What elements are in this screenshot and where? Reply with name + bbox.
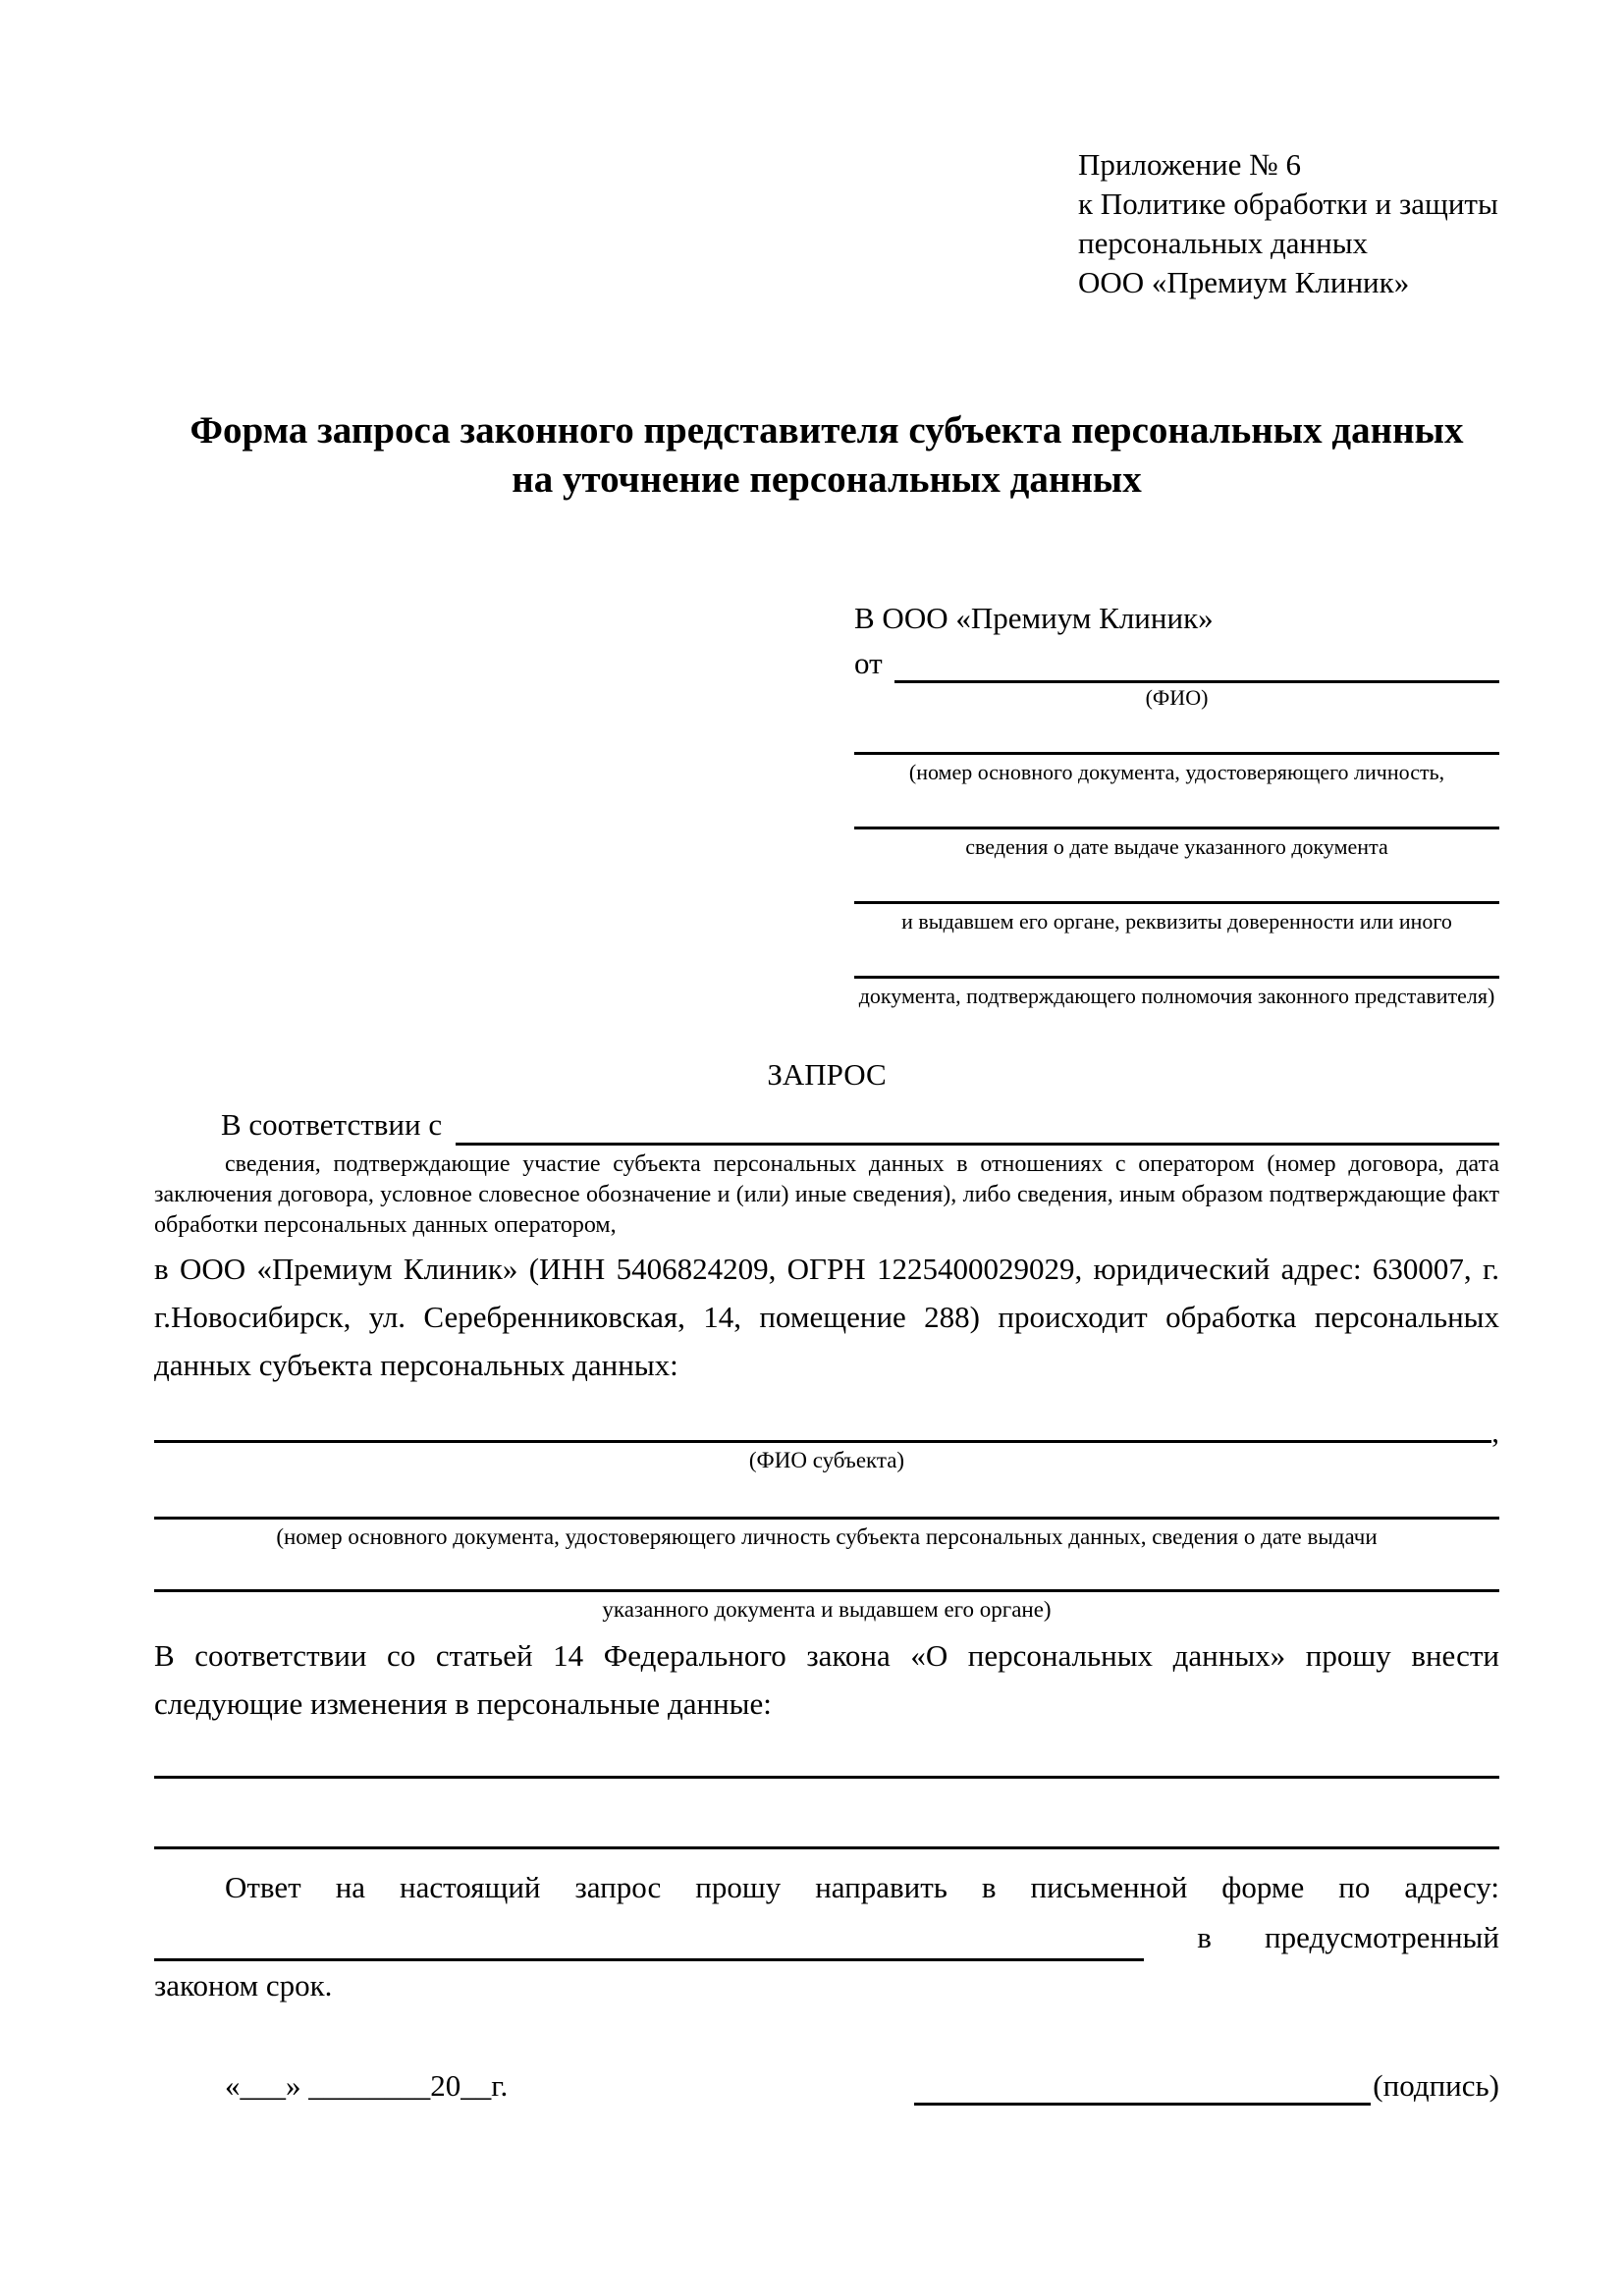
appendix-line-2: к Политике обработки и защиты	[1078, 187, 1498, 221]
answer-address-row	[154, 1913, 1499, 1961]
doc-caption-4: документа, подтверждающего полномочия законного представителя)	[858, 984, 1495, 1008]
trailing-comma: ,	[1491, 1415, 1499, 1449]
fio-caption: (ФИО)	[1145, 685, 1209, 710]
doc-caption-2: сведения о дате выдаче указанного документа	[965, 834, 1388, 859]
appendix-block	[1078, 145, 1499, 302]
answer-tail: законом срок.	[154, 1968, 333, 2002]
doc-fill-line-3	[854, 886, 1499, 904]
form-title-line-2: на уточнение персональных данных	[512, 458, 1142, 501]
changes-fill-line-1	[154, 1761, 1499, 1779]
addressee-from-row	[854, 644, 1499, 683]
appendix-line-4: ООО «Премиум Клиник»	[1078, 265, 1410, 299]
doc-caption-3: и выдавшем его органе, реквизиты доверенности или иного	[901, 909, 1452, 934]
legal-footnote: сведения, подтверждающие участие субъекта персональных данных в отношениях с оператором (номер договора, дата заключения договора, условное словесное обозначение и (или) иные сведения), либо сведения, иным образом подтверждающие факт обработки персональных данных оператором,	[154, 1151, 1499, 1238]
article-paragraph: В соответствии со статьей 14 Федерального закона «О персональных данных» прошу внести следующие изменения в персональные данные:	[154, 1638, 1499, 1721]
doc-fill-line-1	[854, 737, 1499, 755]
accordance-row	[154, 1104, 1499, 1146]
appendix-line-1: Приложение № 6	[1078, 147, 1301, 182]
address-fill-line	[154, 1926, 1144, 1961]
answer-predusmotrenny-word: предусмотренный	[1265, 1920, 1499, 1954]
date-blank: «___» ________20__г.	[225, 2068, 509, 2103]
form-title	[154, 406, 1499, 505]
doc-fill-line-4	[854, 961, 1499, 979]
subject-doc-fill-line-1	[154, 1502, 1499, 1520]
subject-fio-row	[154, 1415, 1499, 1449]
signature-block	[914, 2066, 1499, 2106]
changes-fill-line-2	[154, 1832, 1499, 1849]
doc-line-group	[854, 737, 1499, 786]
signature-line	[914, 2076, 1371, 2106]
doc-line-group	[854, 812, 1499, 861]
doc-fill-line-2	[854, 812, 1499, 829]
subject-doc-fill-line-2	[154, 1575, 1499, 1592]
answer-paragraph: Ответ на настоящий запрос прошу направить в письменной форме по адресу:	[225, 1870, 1499, 1904]
subject-fio-caption: (ФИО субъекта)	[748, 1448, 905, 1472]
from-fill-line	[894, 650, 1499, 683]
subject-fio-fill-line	[154, 1423, 1491, 1443]
answer-in-word: в	[1197, 1920, 1212, 1954]
addressee-to: В ООО «Премиум Клиник»	[854, 601, 1214, 635]
appendix-line-3: персональных данных	[1078, 226, 1369, 260]
accordance-fill-line	[456, 1110, 1499, 1146]
doc-line-group	[854, 886, 1499, 935]
form-title-line-1: Форма запроса законного представителя субъекта персональных данных	[189, 409, 1464, 452]
operator-paragraph: в ООО «Премиум Клиник» (ИНН 5406824209, ОГРН 1225400029029, юридический адрес: 630007, г. г.Новосибирск, ул. Серебренниковская, 14, помещение 288) происходит обработка персональных данных субъекта персональных данных:	[154, 1252, 1499, 1382]
signature-caption: (подпись)	[1373, 2068, 1499, 2103]
doc-line-group	[854, 961, 1499, 1010]
request-heading: ЗАПРОС	[767, 1057, 887, 1092]
addressee-block	[854, 599, 1499, 1010]
doc-caption-1: (номер основного документа, удостоверяющего личность,	[908, 760, 1445, 784]
addressee-from-label: от	[854, 646, 883, 680]
footer-row	[154, 2066, 1499, 2106]
subject-doc-caption-2: указанного документа и выдавшем его органе)	[602, 1597, 1052, 1622]
subject-doc-caption-1: (номер основного документа, удостоверяющего личность субъекта персональных данных, сведения о дате выдачи	[276, 1524, 1378, 1549]
accordance-label: В соответствии с	[221, 1107, 443, 1142]
